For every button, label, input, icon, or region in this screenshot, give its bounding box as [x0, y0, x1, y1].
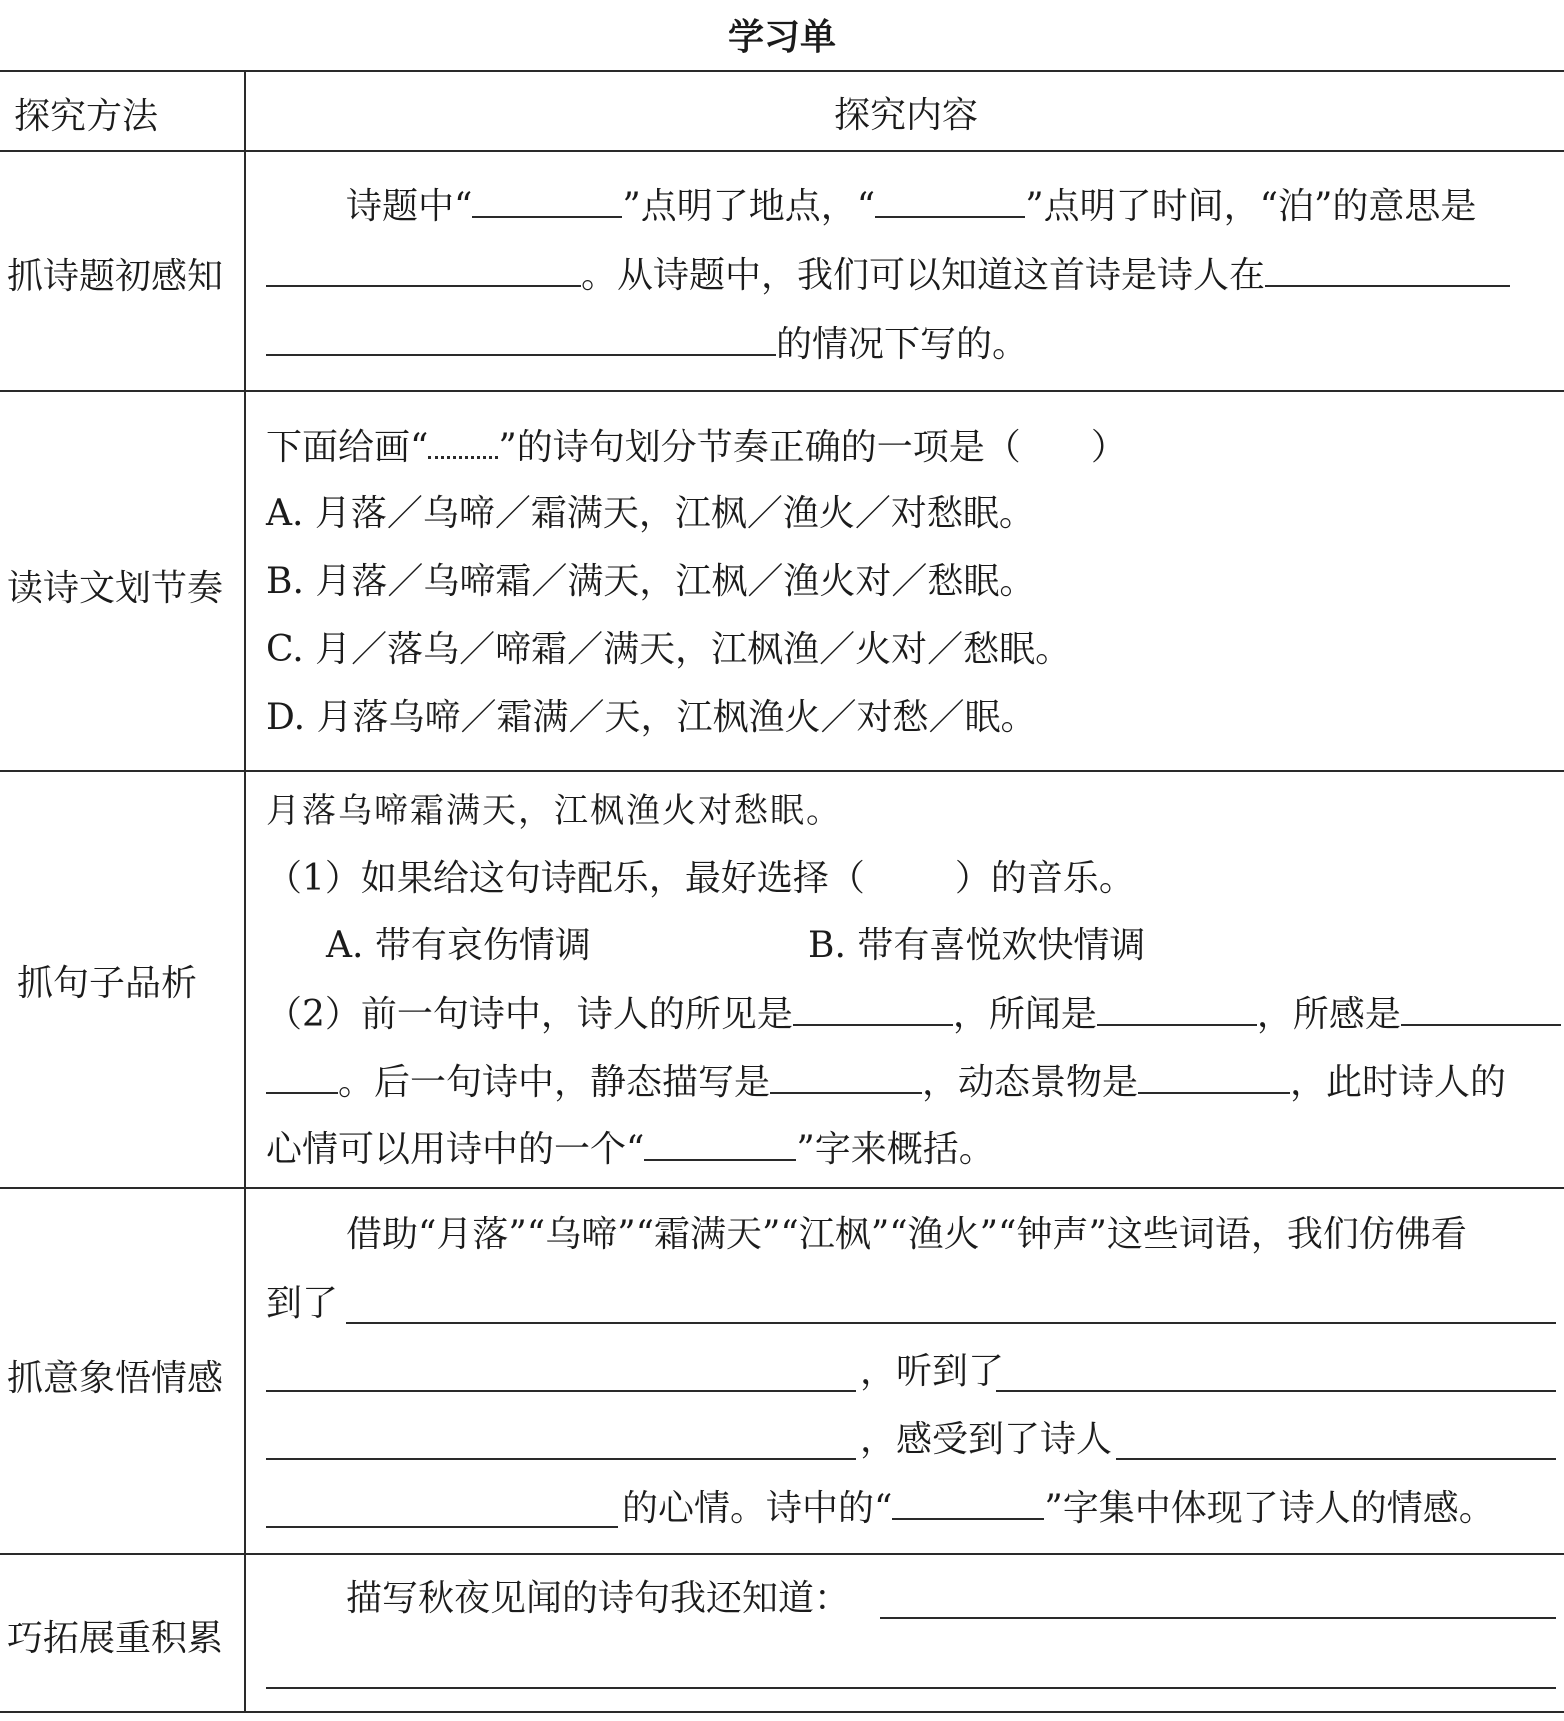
q2-text-c: ，所感是	[1256, 994, 1401, 1035]
row4-text-f: ”字集中体现了诗人的情感。	[1044, 1488, 1495, 1529]
row2-method	[0, 560, 244, 611]
blank-time[interactable]	[875, 182, 1025, 218]
q2-text-f: ，此时诗人的	[1290, 1062, 1507, 1103]
header-content: 探究内容	[834, 95, 979, 136]
worksheet-title: 学习单	[727, 17, 836, 58]
q1-text-a: （1）如果给这句诗配乐，最好选择（	[266, 858, 865, 899]
row4-line3: ，听到了	[860, 1351, 1005, 1392]
q1-line	[266, 855, 1135, 903]
row5-line1: 描写秋夜见闻的诗句我还知道：	[346, 1578, 851, 1619]
row4-method	[0, 1350, 244, 1401]
table-bottom-border	[0, 1711, 1564, 1713]
row4-method-label: 抓意象悟情感	[6, 1358, 223, 1399]
row3-method-label: 抓句子品析	[16, 963, 197, 1004]
row4-line5	[622, 1484, 1495, 1533]
header-bottom-border	[0, 150, 1564, 152]
blank-autumn-poem-a[interactable]	[880, 1617, 1556, 1619]
blank-poet-mood-b[interactable]	[266, 1526, 618, 1528]
row2-bottom-border	[0, 770, 1564, 772]
blank-dynamic[interactable]	[1138, 1058, 1290, 1094]
blank-felt-a[interactable]	[1401, 990, 1561, 1026]
row1-text-d: 。从诗题中，我们可以知道这首诗是诗人在	[581, 255, 1266, 296]
blank-situation-a[interactable]	[1265, 251, 1510, 287]
row4-bottom-border	[0, 1553, 1564, 1555]
header-method	[0, 88, 244, 139]
row4-text-e: 的心情。诗中的“	[622, 1488, 893, 1529]
q1-text-b: ）的音乐。	[954, 858, 1135, 899]
row1-line2	[266, 251, 1510, 300]
row1-text-c: ”点明了时间，“泊”的意思是	[1025, 186, 1477, 227]
q2-line2	[266, 1058, 1506, 1107]
q2-text-b: ，所闻是	[952, 994, 1097, 1035]
blank-bo-meaning[interactable]	[266, 251, 581, 287]
row4-line4: ，感受到了诗人	[860, 1419, 1113, 1460]
q2-text-h: ”字来概括。	[796, 1129, 995, 1170]
row1-line1	[346, 182, 1476, 231]
row4-line1: 借助“月落”“乌啼”“霜满天”“江枫”“渔火”“钟声”这些词语，我们仿佛看	[346, 1214, 1467, 1255]
blank-heard-long-b[interactable]	[266, 1458, 856, 1460]
row2-question-c: ）	[1090, 427, 1127, 468]
blank-saw-b[interactable]	[266, 1390, 856, 1392]
row1-line3	[266, 320, 1028, 369]
blank-heard-long[interactable]	[996, 1390, 1556, 1392]
row1-bottom-border	[0, 390, 1564, 392]
blank-seen[interactable]	[793, 990, 953, 1026]
blank-saw-a[interactable]	[346, 1322, 1556, 1324]
poem-line: 月落乌啼霜满天，江枫渔火对愁眠。	[266, 791, 842, 831]
row2-question	[266, 422, 1127, 472]
q1-option-b[interactable]: B. 带有喜悦欢快情调	[808, 925, 1146, 966]
row4-text-saw: 到了	[266, 1283, 339, 1324]
q2-text-a: （2）前一句诗中，诗人的所见是	[266, 994, 793, 1035]
row2-question-b: ”的诗句划分节奏正确的一项是（	[498, 427, 1021, 468]
option-c[interactable]: C. 月／落乌／啼霜／满天，江枫渔／火对／愁眠。	[266, 629, 1072, 670]
q2-line3	[266, 1125, 995, 1174]
row4-line2	[266, 1280, 338, 1328]
blank-situation-b[interactable]	[266, 320, 776, 356]
blank-felt-b[interactable]	[266, 1058, 338, 1094]
blank-poet-mood-a[interactable]	[1116, 1458, 1556, 1460]
q2-line1	[266, 990, 1561, 1039]
row5-method-label: 巧拓展重积累	[6, 1618, 223, 1659]
blank-mood-char[interactable]	[644, 1125, 796, 1161]
wavy-underline-mark	[428, 422, 498, 459]
q2-text-g: 心情可以用诗中的一个“	[266, 1129, 645, 1170]
option-d[interactable]: D. 月落乌啼／霜满／天，江枫渔火／对愁／眠。	[266, 697, 1037, 738]
row3-method	[0, 955, 244, 1006]
option-b[interactable]: B. 月落／乌啼霜／满天，江枫／渔火对／愁眠。	[266, 561, 1036, 602]
row1-method-label: 抓诗题初感知	[6, 256, 223, 297]
row2-method-label: 读诗文划节奏	[6, 568, 223, 609]
column-divider	[244, 70, 246, 1713]
row5-method	[0, 1610, 244, 1661]
blank-location[interactable]	[472, 182, 622, 218]
table-top-border	[0, 70, 1564, 72]
header-method-label: 探究方法	[14, 96, 159, 137]
blank-emotion-char[interactable]	[892, 1484, 1044, 1520]
blank-heard[interactable]	[1097, 990, 1257, 1026]
q1-option-a[interactable]: A. 带有哀伤情调	[326, 925, 591, 966]
row3-bottom-border	[0, 1187, 1564, 1189]
row1-text-a: 诗题中“	[346, 186, 473, 227]
row1-text-b: ”点明了地点，“	[622, 186, 876, 227]
row2-question-a: 下面给画“	[266, 427, 429, 468]
row1-method	[0, 248, 244, 299]
row1-text-e: 的情况下写的。	[776, 324, 1029, 365]
q2-text-e: ，动态景物是	[922, 1062, 1139, 1103]
option-a[interactable]: A. 月落／乌啼／霜满天，江枫／渔火／对愁眠。	[266, 493, 1035, 534]
blank-static[interactable]	[770, 1058, 922, 1094]
q2-text-d: 。后一句诗中，静态描写是	[338, 1062, 771, 1103]
blank-autumn-poem-b[interactable]	[266, 1687, 1556, 1689]
